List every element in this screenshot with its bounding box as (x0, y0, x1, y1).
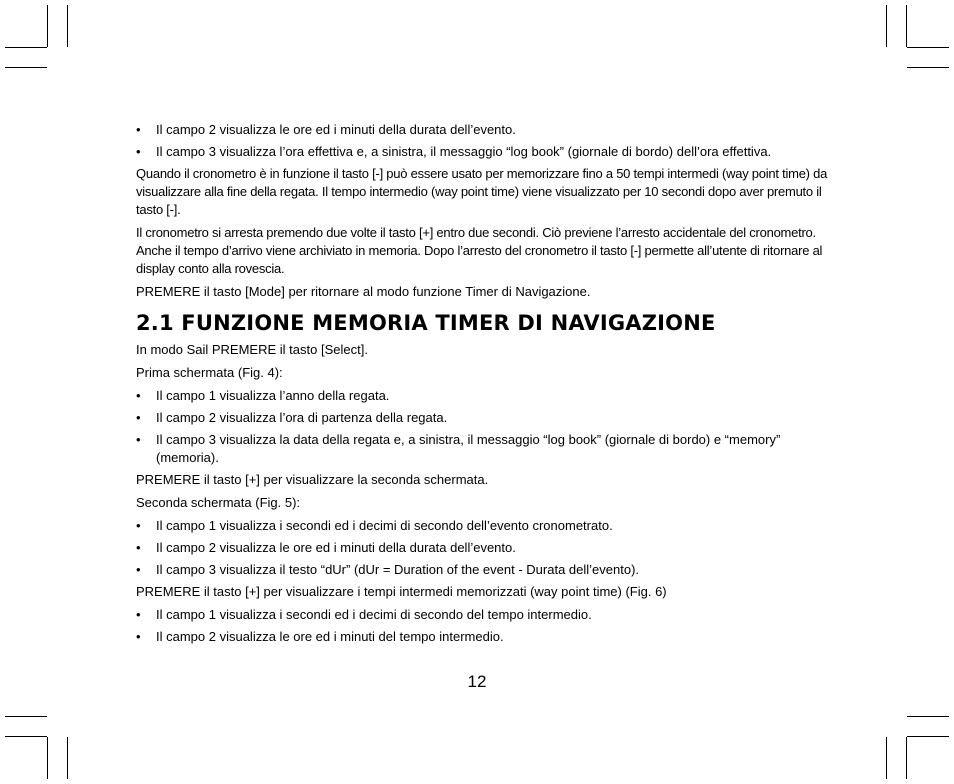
paragraph-mode: PREMERE il tasto [Mode] per ritornare al modo funzione Timer di Navigazione. (136, 284, 591, 299)
page-number: 12 (467, 672, 487, 691)
paragraph-waypoint: Quando il cronometro è in funzione il tasto [-] può essere usato per memorizzare fino a 50 tempi intermedi (way point time) da visualizzare alla fine della regata. Il tempo intermedio (way point time) viene visualizzato per 10 secondi dopo aver premuto il tasto [-]. (136, 166, 828, 217)
press-second-screen: PREMERE il tasto [+] per visualizzare la seconda schermata. (136, 472, 489, 487)
second-screen-label: Seconda schermata (Fig. 5): (136, 495, 301, 510)
crop-mark (906, 5, 907, 47)
list-item: • Il campo 1 visualizza i secondi ed i decimi di secondo dell’evento cronometrato. (136, 517, 832, 535)
crop-mark (907, 736, 949, 737)
list-item: • Il campo 2 visualizza le ore ed i minuti della durata dell’evento. (136, 539, 832, 557)
section-title: 2.1 FUNZIONE MEMORIA TIMER DI NAVIGAZIONE (136, 311, 716, 335)
paragraph-stop: Il cronometro si arresta premendo due volte il tasto [+] entro due secondi. Ciò previene l’arresto accidentale del cronometro. Anche il tempo d’arrivo viene archiviato in memoria. Dopo l’arresto del cronometro il tasto [-] permette all’utente di ritornare al display conto alla rovescia. (136, 225, 823, 276)
crop-mark (906, 737, 907, 779)
crop-mark (67, 737, 68, 779)
list-item: • Il campo 1 visualizza l’anno della regata. (136, 387, 832, 405)
crop-mark (907, 47, 949, 48)
crop-mark (5, 47, 47, 48)
crop-mark (886, 737, 887, 779)
list-item: • Il campo 2 visualizza l’ora di partenza della regata. (136, 409, 832, 427)
crop-mark (47, 5, 48, 47)
crop-mark (67, 5, 68, 47)
page-content (136, 121, 832, 650)
list-item: • Il campo 1 visualizza i secondi ed i decimi di secondo del tempo intermedio. (136, 606, 832, 624)
list-item: • Il campo 2 visualizza le ore ed i minuti della durata dell’evento. (136, 121, 832, 139)
crop-mark (907, 716, 949, 717)
crop-mark (5, 736, 47, 737)
crop-mark (907, 67, 949, 68)
list-item: • Il campo 3 visualizza la data della regata e, a sinistra, il messaggio “log book” (giornale di bordo) e “memory” (memoria). (136, 431, 832, 467)
crop-mark (5, 67, 47, 68)
crop-mark (886, 5, 887, 47)
crop-mark (5, 716, 47, 717)
list-item: • Il campo 2 visualizza le ore ed i minuti del tempo intermedio. (136, 628, 832, 646)
first-screen-label: Prima schermata (Fig. 4): (136, 365, 283, 380)
section-intro: In modo Sail PREMERE il tasto [Select]. (136, 342, 368, 357)
crop-mark (47, 737, 48, 779)
press-intermediate: PREMERE il tasto [+] per visualizzare i tempi intermedi memorizzati (way point time) (Fig. 6) (136, 584, 667, 599)
list-item: • Il campo 3 visualizza l’ora effettiva e, a sinistra, il messaggio “log book” (giornale di bordo) dell’ora effettiva. (136, 143, 832, 161)
list-item: • Il campo 3 visualizza il testo “dUr” (dUr = Duration of the event - Durata dell’evento). (136, 561, 832, 579)
